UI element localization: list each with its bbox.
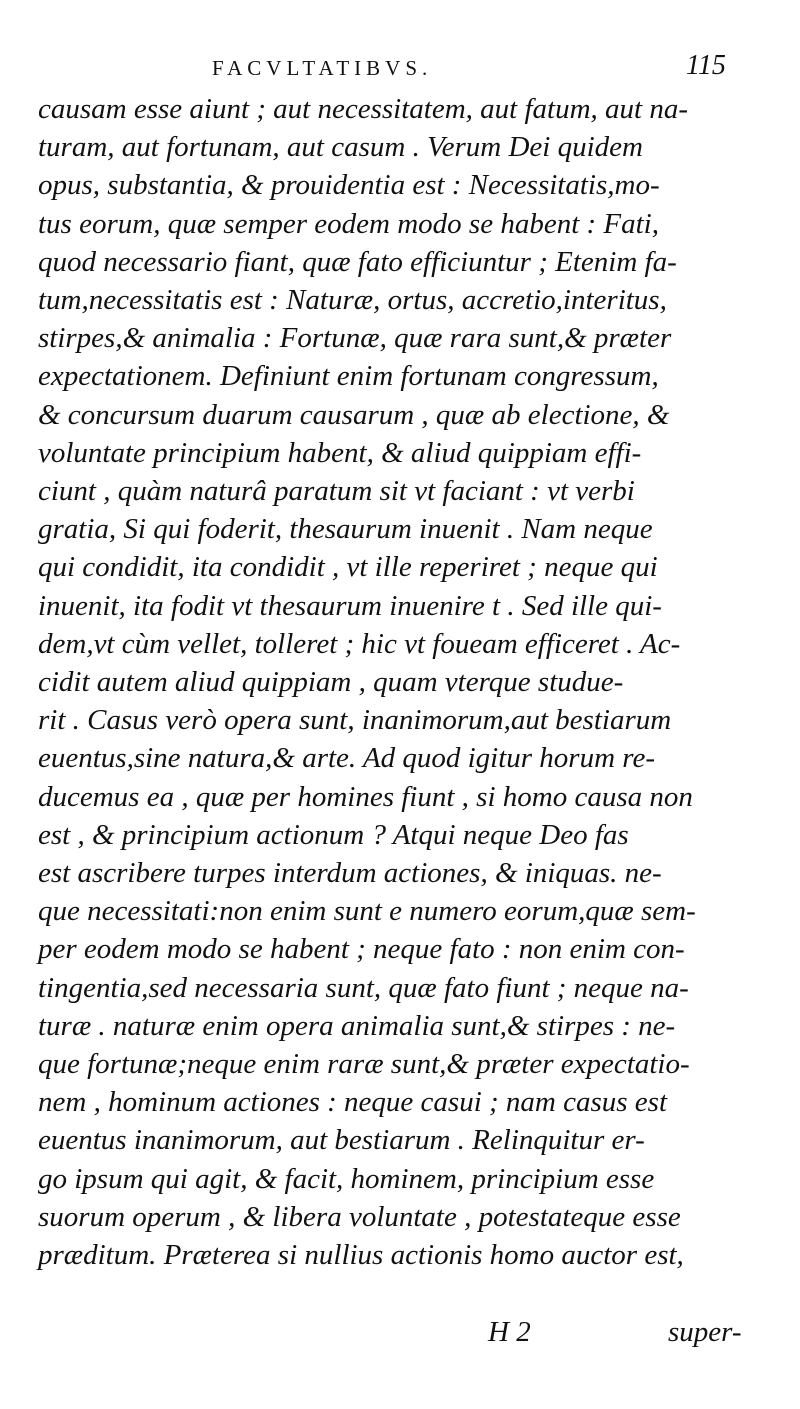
text-line: turam, aut fortunam, aut casum . Verum Dei quidem — [38, 131, 643, 164]
text-line: cidit autem aliud quippiam , quam vterque studue- — [38, 666, 624, 699]
text-line: euentus inanimorum, aut bestiarum . Relinquitur er- — [38, 1124, 645, 1157]
text-line: dem,vt cùm vellet, tolleret ; hic vt foueam efficeret . Ac- — [38, 627, 681, 660]
text-line: suorum operum , & libera voluntate , potestateque esse — [38, 1200, 681, 1233]
text-line: opus, substantia, & prouidentia est : Necessitatis,mo- — [38, 169, 660, 202]
body-text — [38, 90, 768, 1274]
text-line: est , & principium actionum ? Atqui neque Deo fas — [38, 818, 629, 851]
text-line: ducemus ea , quæ per homines fiunt , si homo causa non — [38, 780, 693, 813]
text-line: tingentia,sed necessaria sunt, quæ fato fiunt ; neque na- — [38, 971, 689, 1004]
text-line: qui condidit, ita condidit , vt ille reperiret ; neque qui — [38, 551, 658, 584]
page-number: 115 — [686, 50, 726, 81]
text-line: voluntate principium habent, & aliud quippiam effi- — [38, 436, 642, 469]
text-line: præditum. Præterea si nullius actionis homo auctor est, — [38, 1239, 684, 1272]
text-line: go ipsum qui agit, & facit, hominem, principium esse — [38, 1162, 655, 1195]
running-head: FACVLTATIBVS. — [212, 56, 433, 80]
text-line: euentus,sine natura,& arte. Ad quod igitur horum re- — [38, 742, 656, 775]
text-line: quod necessario fiant, quæ fato efficiuntur ; Etenim fa- — [38, 245, 677, 278]
catchword: super- — [668, 1316, 742, 1348]
text-line: est ascribere turpes interdum actiones, & iniquas. ne- — [38, 857, 662, 890]
signature-mark: H 2 — [488, 1316, 531, 1348]
text-line: rit . Casus verò opera sunt, inanimorum,aut bestiarum — [38, 704, 672, 737]
text-line: tus eorum, quæ semper eodem modo se habent : Fati, — [38, 207, 659, 240]
text-line: stirpes,& animalia : Fortunæ, quæ rara sunt,& præter — [38, 322, 672, 355]
text-line: per eodem modo se habent ; neque fato : non enim con- — [38, 933, 685, 966]
text-line: nem , hominum actiones : neque casui ; nam casus est — [38, 1086, 668, 1119]
text-line: causam esse aiunt ; aut necessitatem, aut fatum, aut na- — [38, 93, 688, 125]
text-line: ciunt , quàm naturâ paratum sit vt faciant : vt verbi — [38, 475, 635, 508]
text-line: tum,necessitatis est : Naturæ, ortus, accretio,interitus, — [38, 284, 667, 317]
text-line: inuenit, ita fodit vt thesaurum inuenire t . Sed ille qui- — [38, 589, 662, 622]
text-line: gratia, Si qui foderit, thesaurum inuenit . Nam neque — [38, 513, 653, 546]
text-line: & concursum duarum causarum , quæ ab electione, & — [38, 398, 670, 431]
text-line: expectationem. Definiunt enim fortunam congressum, — [38, 360, 659, 393]
text-line: que necessitati:non enim sunt e numero eorum,quæ sem- — [38, 895, 696, 928]
text-line: que fortunæ;neque enim raræ sunt,& præter expectatio- — [38, 1048, 690, 1081]
text-line: turæ . naturæ enim opera animalia sunt,& stirpes : ne- — [38, 1009, 676, 1042]
